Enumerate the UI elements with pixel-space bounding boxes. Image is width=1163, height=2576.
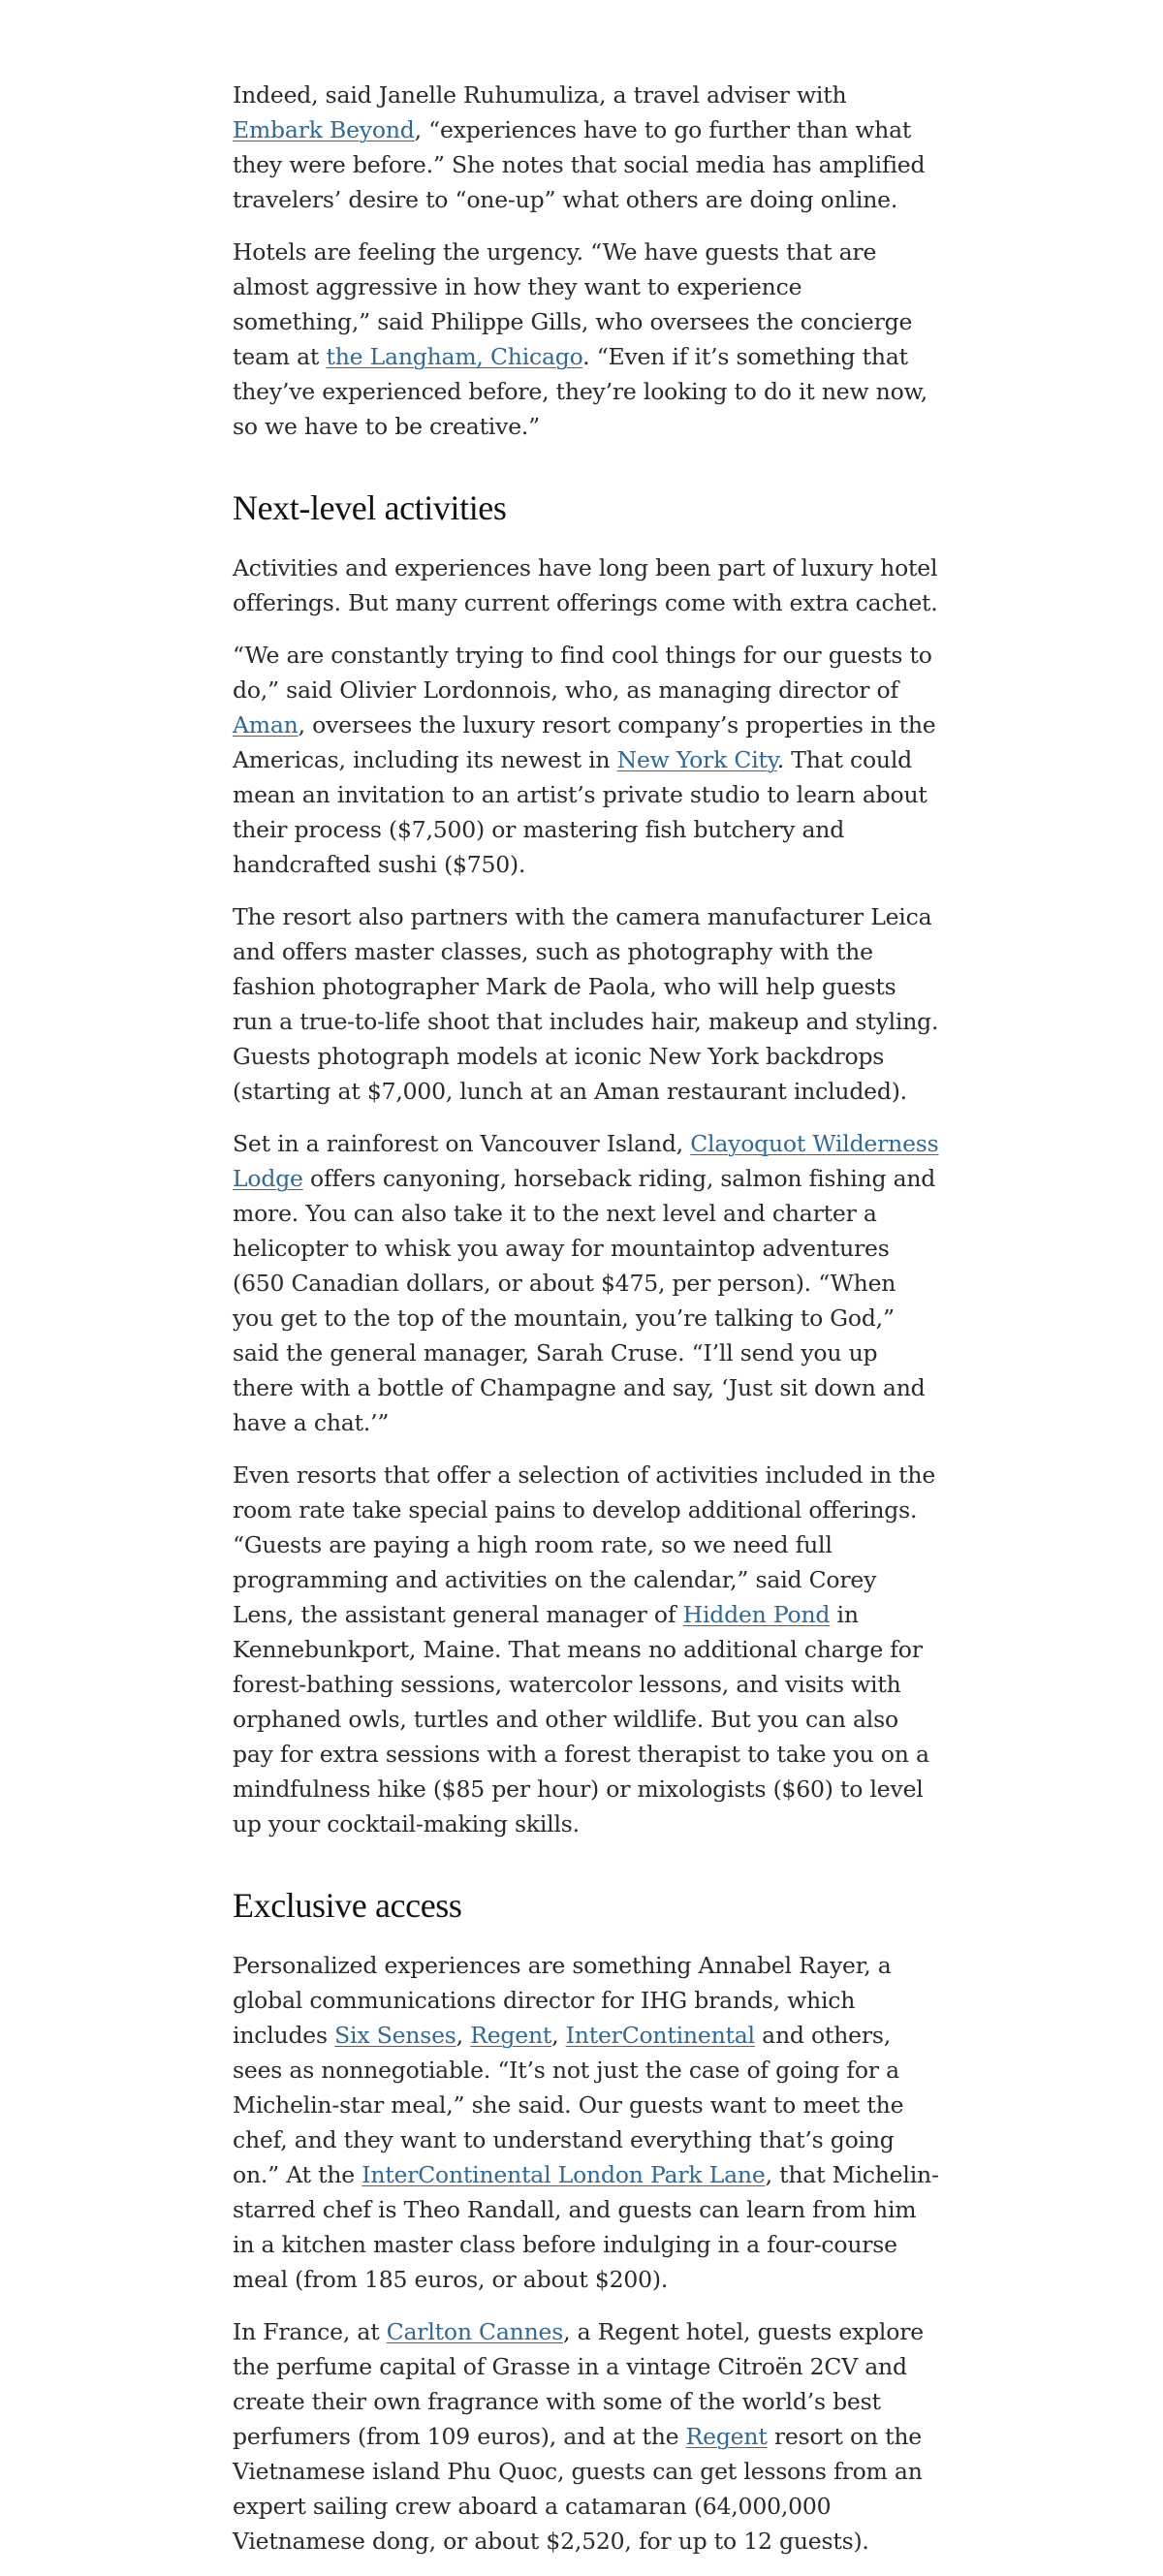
paragraph-text: In France, at <box>233 2318 387 2345</box>
paragraph-text: in Kennebunkport, Maine. That means no additional charge for forest-bathing sessions, watercolor lessons, and visits with orphaned owls, turtles and other wildlife. But you can also pay for extra sessions with a forest therapist to take you on a mindfulness hike ($85 per hour) or mixologists ($60) to level up your cocktail-making skills. <box>233 1601 929 1838</box>
section-heading-next-level: Next-level activities <box>233 488 507 527</box>
link-aman[interactable]: Aman <box>233 711 299 738</box>
paragraph-text: Personalized experiences are something Annabel Rayer, a global communications director for IHG brands, which includes <box>233 1952 892 2049</box>
article-body <box>233 78 942 2576</box>
paragraph-text: “We are constantly trying to find cool things for our guests to do,” said Olivier Lordonnois, who, as managing director of <box>233 642 932 704</box>
link-regent-phu-quoc[interactable]: Regent <box>685 2423 768 2450</box>
paragraph-activities-intro <box>233 550 942 620</box>
paragraph-text: , that Michelin-starred chef is Theo Randall, and guests can learn from him in a kitchen master class before indulging in a four-course meal (from 185 euros, or about $200). <box>233 2161 939 2293</box>
link-carlton-cannes[interactable]: Carlton Cannes <box>386 2318 564 2345</box>
link-the-langham-chicago[interactable]: the Langham, Chicago <box>326 343 583 370</box>
section-heading-exclusive-access: Exclusive access <box>233 1886 462 1925</box>
link-hidden-pond[interactable]: Hidden Pond <box>682 1601 831 1628</box>
paragraph-text: The resort also partners with the camera manufacturer Leica and offers master classes, such as photography with the fashion photographer Mark de Paola, who will help guests run a true-to-life shoot that includes hair, makeup and styling. Guests photograph models at iconic New York backdrops (starting at $7,000, lunch at an Aman restaurant included). <box>233 903 939 1105</box>
paragraph-aman <box>233 638 942 882</box>
paragraph-text: , “experiences have to go further than what they were before.” She notes that social media has amplified travelers’ desire to “one-up” what others are doing online. <box>233 116 926 213</box>
link-embark-beyond[interactable]: Embark Beyond <box>233 116 415 143</box>
paragraph-text: Set in a rainforest on Vancouver Island, <box>233 1130 691 1157</box>
paragraph-text: resort on the Vietnamese island Phu Quoc, guests can get lessons from an expert sailing crew aboard a catamaran (64,000,000 Vietnamese dong, or about $2,520, for up to 12 guests). <box>233 2423 923 2555</box>
paragraph-carlton-cannes <box>233 2314 942 2559</box>
paragraph-text: Indeed, said Janelle Ruhumuliza, a travel adviser with <box>233 81 847 109</box>
paragraph-text: . That could mean an invitation to an artist’s private studio to learn about their process ($7,500) or mastering fish butchery and handcrafted sushi ($750). <box>233 746 927 878</box>
link-six-senses[interactable]: Six Senses <box>334 2022 456 2049</box>
paragraph-langham <box>233 235 942 444</box>
paragraph-text: , a Regent hotel, guests explore the perfume capital of Grasse in a vintage Citroën 2CV and create their own fragrance with some of the world’s best perfumers (from 109 euros), and at the <box>233 2318 924 2450</box>
paragraph-text: Activities and experiences have long been part of luxury hotel offerings. But many current offerings come with extra cachet. <box>233 554 938 616</box>
paragraph-embark <box>233 78 942 217</box>
paragraph-ihg <box>233 1948 942 2297</box>
paragraph-text: and others, sees as nonnegotiable. “It’s not just the case of going for a Michelin-star meal,” she said. Our guests want to meet the chef, and they want to understand everything that’s going on.” At the <box>233 2022 904 2188</box>
paragraph-text: Even resorts that offer a selection of activities included in the room rate take special pains to develop additional offerings. “Guests are paying a high room rate, so we need full programming and activities on the calendar,” said Corey Lens, the assistant general manager of <box>233 1461 936 1628</box>
paragraph-text: , oversees the luxury resort company’s properties in the Americas, including its newest in <box>233 711 936 773</box>
paragraph-hidden-pond <box>233 1458 942 1841</box>
link-clayoquot-wilderness-lodge[interactable]: Clayoquot Wilderness Lodge <box>233 1130 939 1192</box>
paragraph-leica <box>233 899 942 1109</box>
paragraph-text: Hotels are feeling the urgency. “We have guests that are almost aggressive in how they want to experience something,” said Philippe Gills, who oversees the concierge team at <box>233 238 913 370</box>
link-new-york-city[interactable]: New York City <box>616 746 777 773</box>
paragraph-text: . “Even if it’s something that they’ve experienced before, they’re looking to do it new now, so we have to be creative.” <box>233 343 927 440</box>
paragraph-text: offers canyoning, horseback riding, salmon fishing and more. You can also take it to the next level and charter a helicopter to whisk you away for mountaintop adventures (650 Canadian dollars, or about $475, per person). “When you get to the top of the mountain, you’re talking to God,” said the general manager, Sarah Cruse. “I’ll send you up there with a bottle of Champagne and say, ‘Just sit down and have a chat.’” <box>233 1165 936 1436</box>
link-intercontinental[interactable]: InterContinental <box>565 2022 755 2049</box>
link-regent[interactable]: Regent <box>470 2022 552 2049</box>
paragraph-text: , <box>456 2022 471 2049</box>
paragraph-clayoquot <box>233 1126 942 1440</box>
paragraph-text: , <box>551 2022 566 2049</box>
link-intercontinental-london-park-lane[interactable]: InterContinental London Park Lane <box>361 2161 766 2188</box>
